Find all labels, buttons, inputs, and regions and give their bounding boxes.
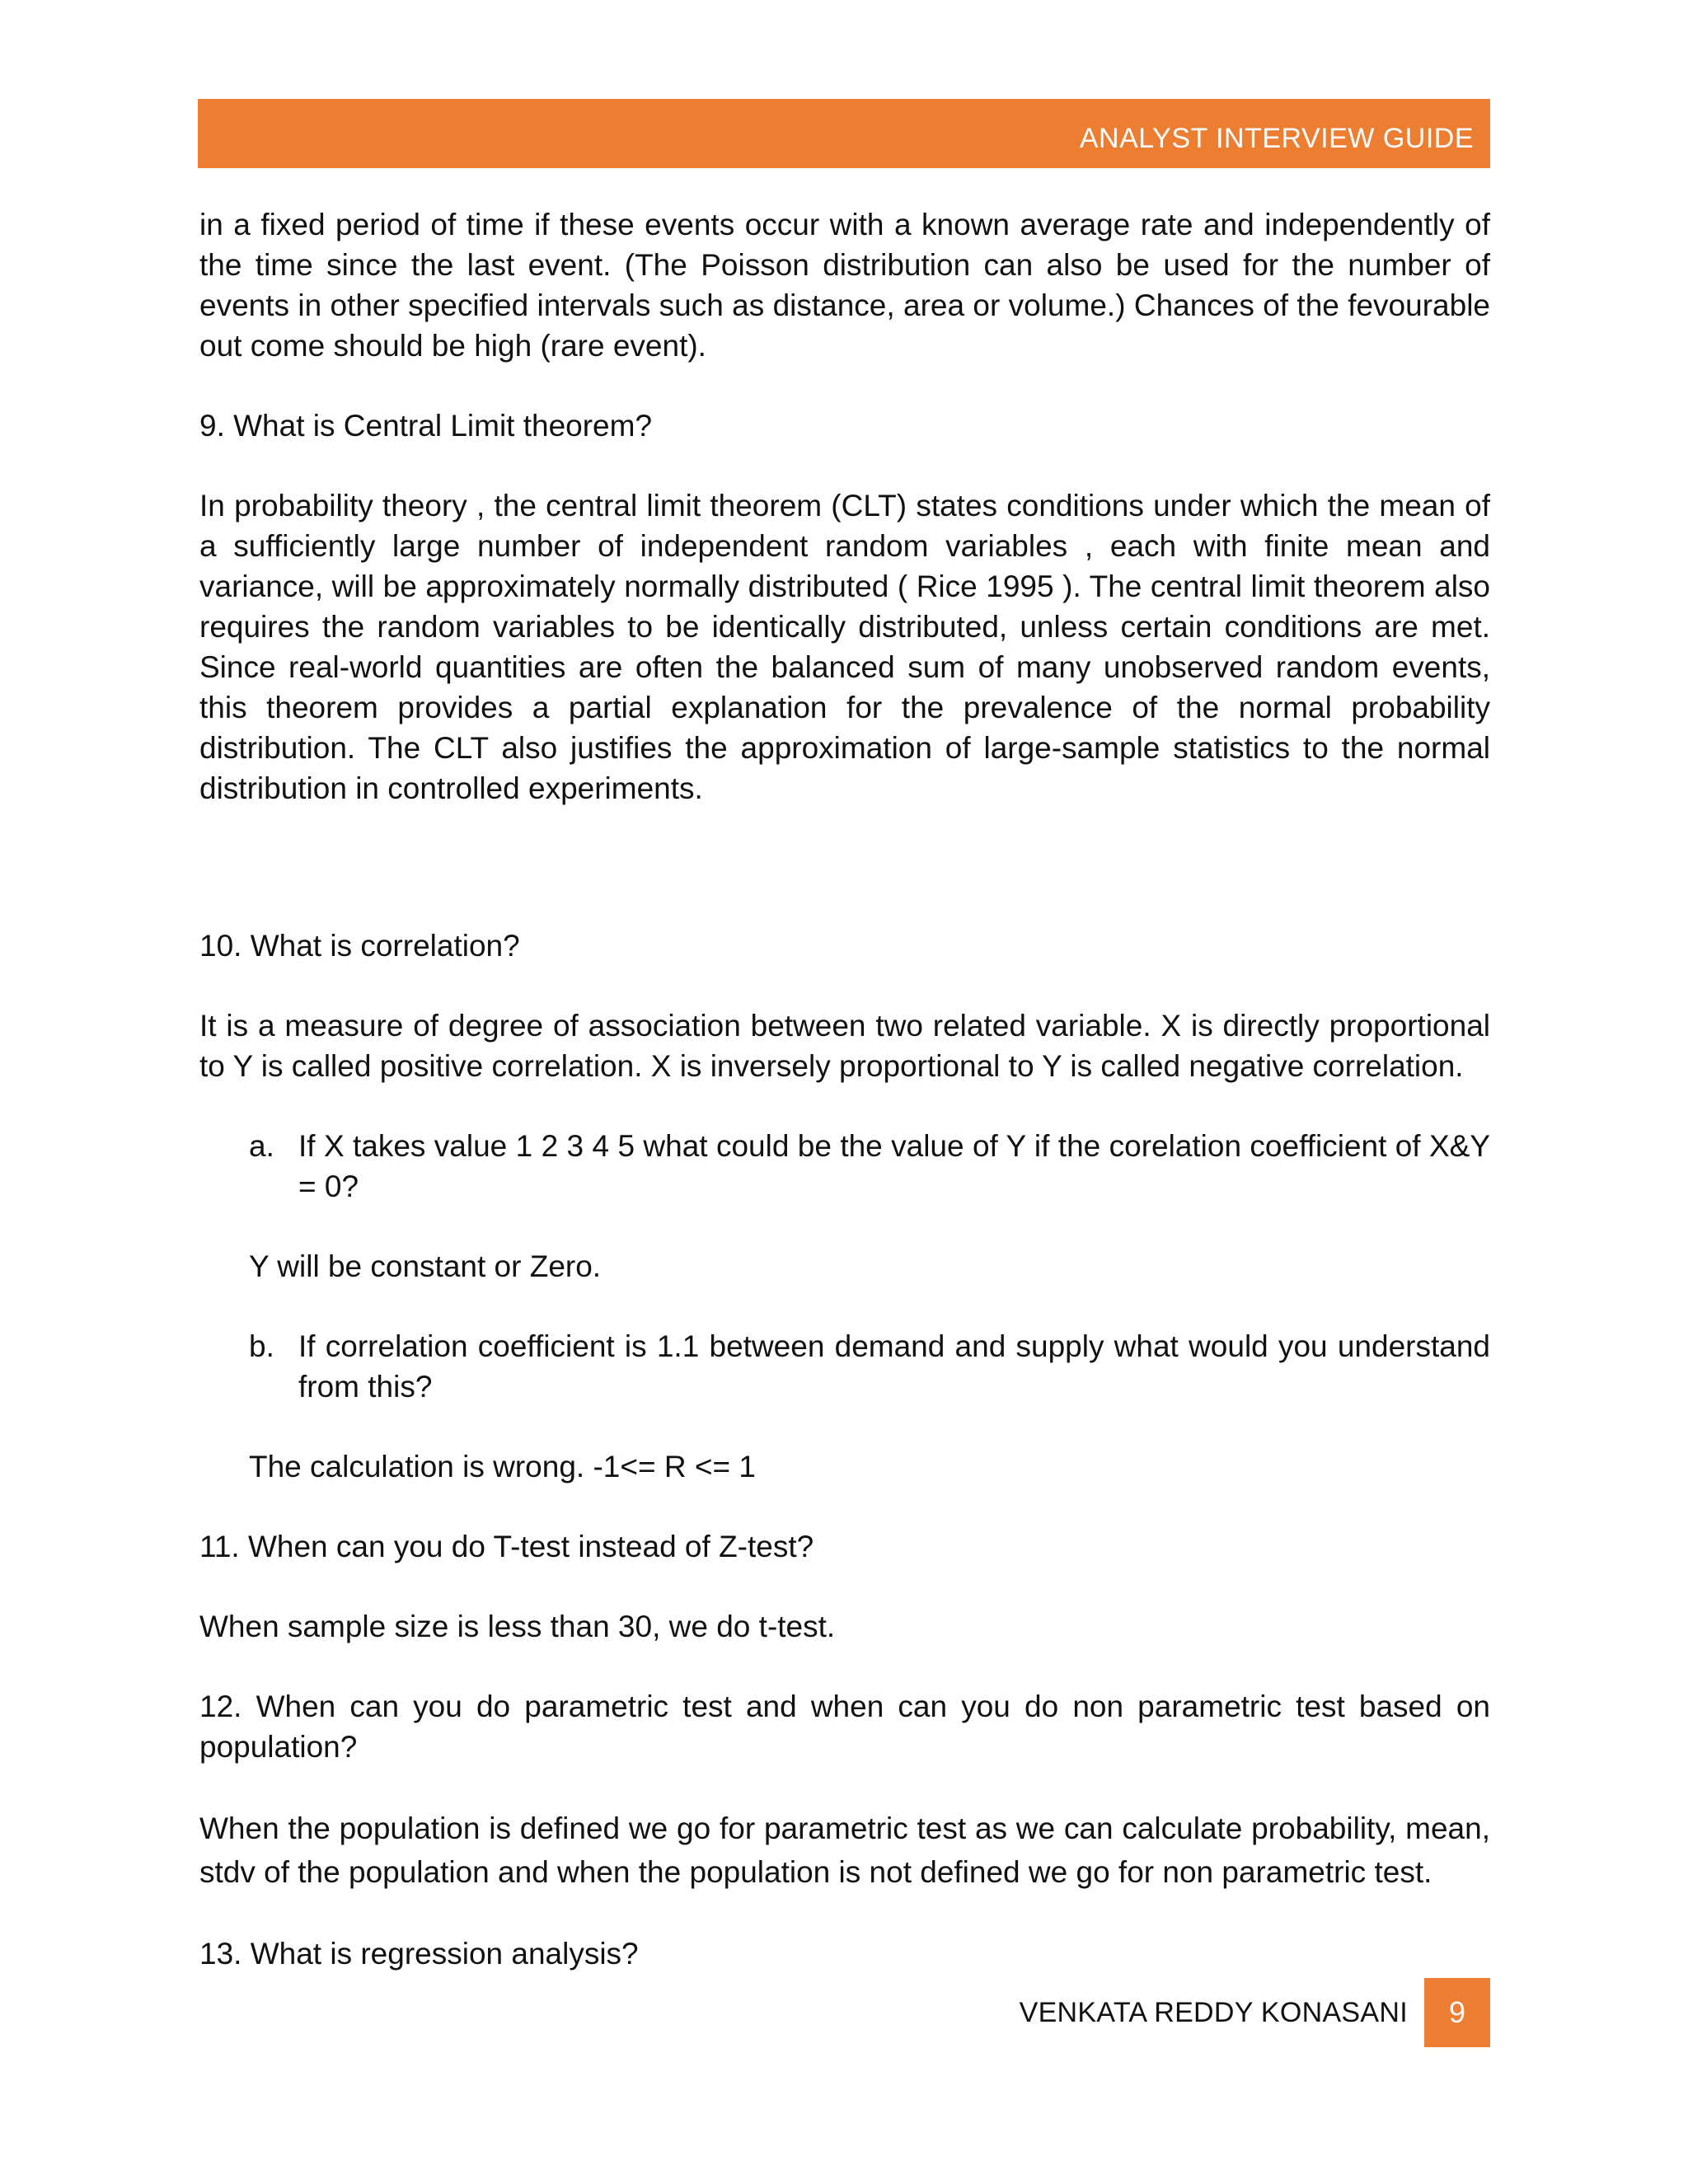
page-header (198, 99, 1490, 168)
question-10: 10. What is correlation? (199, 929, 520, 963)
sub-question-10a-text: If X takes value 1 2 3 4 5 what could be the value of Y if the corelation coefficient of X&Y = 0? (298, 1129, 1490, 1203)
list-marker-a: a. (249, 1129, 274, 1163)
intro-paragraph: in a fixed period of time if these events occur with a known average rate and independently of the time since the last event. (The Poisson distribution can also be used for the number of events in other specified intervals such as distance, area or volume.) Chances of the fevourable out come should be high (rare event). (199, 208, 1490, 363)
page-footer (198, 1978, 1490, 2047)
answer-11: When sample size is less than 30, we do t-test. (199, 1610, 836, 1643)
page-content (199, 204, 1490, 1974)
header-title: ANALYST INTERVIEW GUIDE (1079, 122, 1474, 154)
answer-10a: Y will be constant or Zero. (249, 1249, 602, 1283)
sub-question-10b (199, 1326, 1490, 1407)
question-13: 13. What is regression analysis? (199, 1937, 639, 1971)
question-11: 11. When can you do T-test instead of Z-test? (199, 1530, 814, 1563)
answer-12: When the population is defined we go for parametric test as we can calculate probability, mean, stdv of the population and when the population is not defined we go for non parametric test. (199, 1811, 1490, 1889)
sub-question-10b-text: If correlation coefficient is 1.1 between demand and supply what would you understand from this? (298, 1329, 1490, 1404)
answer-9: In probability theory , the central limit theorem (CLT) states conditions under which the mean of a sufficiently large number of independent random variables , each with finite mean and variance, will be approximately normally distributed ( Rice 1995 ). The central limit theorem also requires the random variables to be identically distributed, unless certain conditions are met. Since real-world quantities are often the balanced sum of many unobserved random events, this theorem provides a partial explanation for the prevalence of the normal probability distribution. The CLT also justifies the approximation of large-sample statistics to the normal distribution in controlled experiments. (199, 489, 1490, 805)
answer-10: It is a measure of degree of association between two related variable. X is directly proportional to Y is called positive correlation. X is inversely proportional to Y is called negative correlation. (199, 1009, 1490, 1083)
footer-author: VENKATA REDDY KONASANI (1019, 1996, 1408, 2028)
answer-10b: The calculation is wrong. -1<= R <= 1 (249, 1450, 756, 1483)
question-12: 12. When can you do parametric test and when can you do non parametric test based on population? (199, 1690, 1490, 1764)
sub-question-10a (199, 1126, 1490, 1207)
list-marker-b: b. (249, 1329, 274, 1363)
question-9: 9. What is Central Limit theorem? (199, 409, 653, 443)
page-number: 9 (1424, 1978, 1490, 2047)
